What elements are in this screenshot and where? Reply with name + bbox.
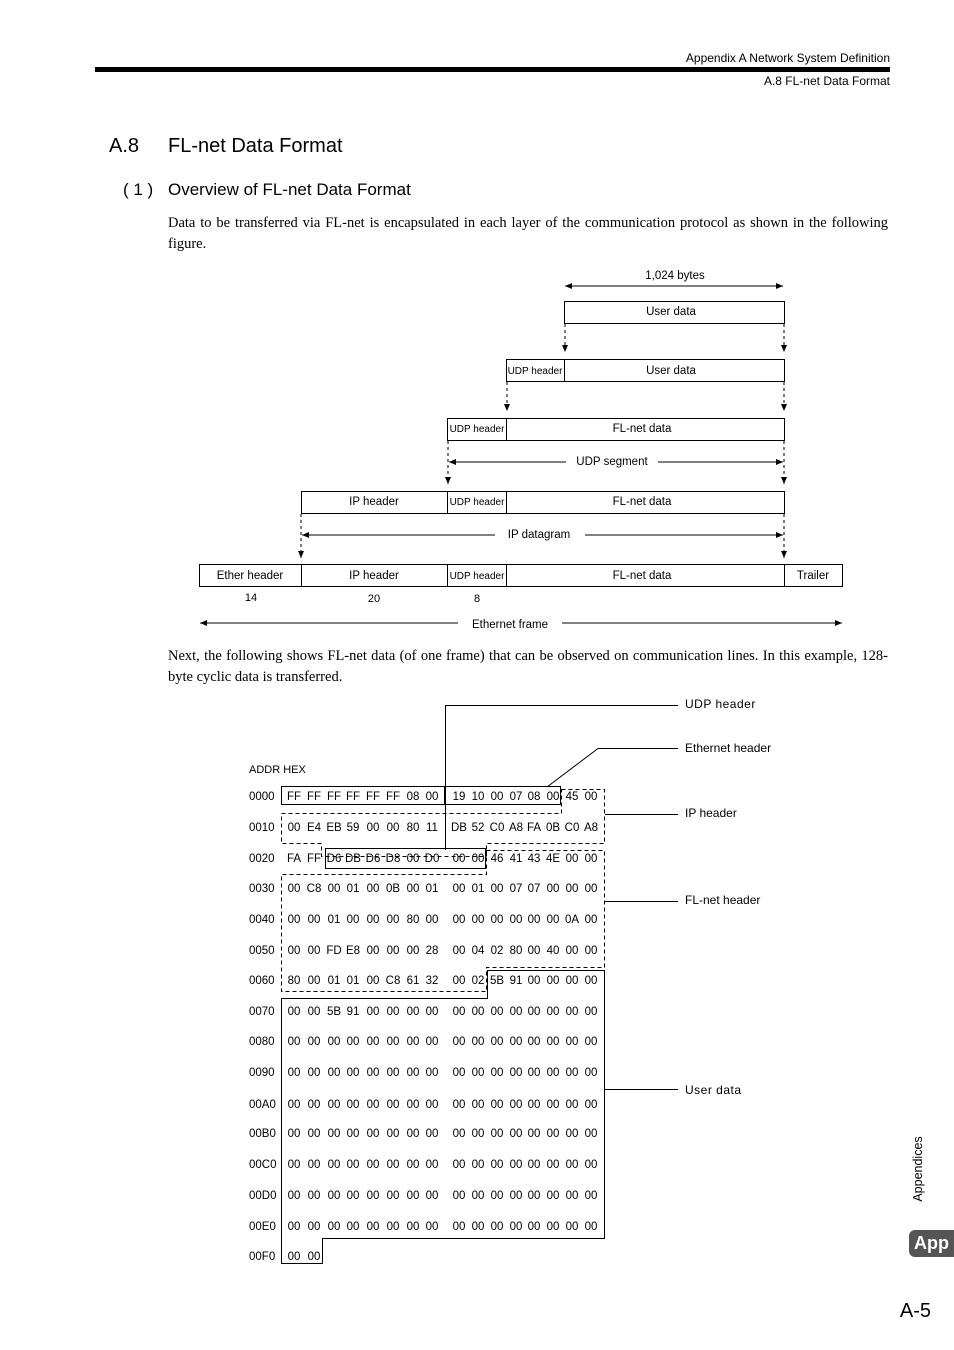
row1-user-data: User data [646,306,696,318]
hex-byte: 43 [527,853,541,865]
hex-byte: 00 [307,1036,321,1048]
hex-byte: 01 [346,883,360,895]
hex-byte: 00 [406,1128,420,1140]
hex-byte: 00 [490,1067,504,1079]
hex-byte: 19 [452,791,466,803]
hex-byte: 00 [287,945,301,957]
size-ether: 14 [244,592,258,604]
hex-byte: 00 [490,1128,504,1140]
hex-byte: 00 [527,1036,541,1048]
hex-byte: 00 [307,914,321,926]
hex-byte: 00 [287,1221,301,1233]
hex-byte: 00 [366,1128,380,1140]
hex-addr: 0080 [249,1036,275,1048]
hex-byte: 00 [366,1006,380,1018]
hex-byte: 00 [490,1099,504,1111]
hex-byte: 00 [307,945,321,957]
size-udp: 8 [473,593,481,605]
hex-byte: 00 [565,1006,579,1018]
ethernet-header-box-left [282,787,445,805]
hex-byte: 0B [545,822,561,834]
hex-byte: 00 [452,1036,466,1048]
hex-byte: 00 [346,1099,360,1111]
hex-byte: 00 [546,1036,560,1048]
label-user-data: User data [685,1083,742,1097]
hex-byte: 00 [287,1006,301,1018]
row5-udp-header: UDP header [449,571,505,582]
hex-byte: 07 [527,883,541,895]
hex-addr: 0090 [249,1067,275,1079]
hex-byte: 00 [584,1221,598,1233]
hex-byte: 00 [471,1006,485,1018]
hex-byte: 80 [406,914,420,926]
hex-byte: FA [526,822,542,834]
hex-byte: 00 [287,1067,301,1079]
hex-byte: 00 [386,1036,400,1048]
hex-byte: 00 [584,883,598,895]
hex-byte: 00 [509,1099,523,1111]
hex-byte: FD [326,945,342,957]
hex-byte: 00 [366,914,380,926]
hex-byte: 28 [425,945,439,957]
label-ethernet-header: Ethernet header [685,741,772,755]
hex-byte: 00 [509,1221,523,1233]
hex-addr: 0020 [249,853,275,865]
hex-byte: 00 [471,853,485,865]
subsection-title-text: Overview of FL-net Data Format [168,180,411,199]
hex-byte: 00 [565,1128,579,1140]
hex-byte: 00 [386,822,400,834]
hex-byte: 00 [425,791,439,803]
hex-byte: 00 [366,883,380,895]
hex-byte: 00 [490,914,504,926]
hex-byte: 00 [425,1159,439,1171]
row2-udp-header: UDP header [507,366,563,377]
hex-title: ADDR HEX [249,764,306,776]
hex-byte: 00 [346,1067,360,1079]
hex-byte: 00 [527,975,541,987]
bytes-label: 1,024 bytes [645,270,705,282]
hex-addr: 0000 [249,791,275,803]
hex-byte: 00 [406,1006,420,1018]
hex-byte: 00 [471,1099,485,1111]
hex-byte: 01 [327,975,341,987]
hex-byte: 00 [386,1006,400,1018]
hex-byte: 00 [490,1159,504,1171]
hex-byte: 00 [509,1006,523,1018]
hex-byte: 00 [452,883,466,895]
label-ip-header: IP header [685,806,737,820]
hex-byte: 00 [366,1190,380,1202]
hex-byte: 00 [366,1099,380,1111]
hex-byte: 46 [490,853,504,865]
hex-byte: 00 [452,1128,466,1140]
hex-byte: 00 [287,1036,301,1048]
hex-byte: 00 [425,1128,439,1140]
hex-addr: 0010 [249,822,275,834]
hex-byte: 00 [366,1036,380,1048]
hex-byte: A8 [508,822,524,834]
hex-byte: 00 [307,1128,321,1140]
hex-byte: FF [306,791,322,803]
hex-byte: 00 [425,1099,439,1111]
hex-byte: 00 [406,1067,420,1079]
hex-addr: 0040 [249,914,275,926]
hex-byte: C8 [306,883,322,895]
hex-byte: 00 [366,822,380,834]
hex-byte: 00 [287,914,301,926]
hex-byte: 00 [386,1067,400,1079]
hex-byte: 00 [452,1099,466,1111]
hex-byte: 00 [452,1221,466,1233]
hex-byte: 00 [452,1006,466,1018]
hex-byte: 00 [366,945,380,957]
hex-byte: 00 [366,1159,380,1171]
hex-byte: 00 [386,1159,400,1171]
hex-byte: 00 [471,1128,485,1140]
hex-byte: 00 [327,1036,341,1048]
hex-byte: 00 [346,1159,360,1171]
running-header-chapter: Appendix A Network System Definition [685,51,890,65]
hex-byte: 00 [346,1190,360,1202]
hex-addr: 00B0 [249,1128,276,1140]
hex-byte: 80 [406,822,420,834]
hex-byte: 00 [584,853,598,865]
hex-byte: 00 [386,1221,400,1233]
row5-flnet-data: FL-net data [612,570,672,582]
hex-addr: 00D0 [249,1190,277,1202]
hex-byte: 00 [584,975,598,987]
row5-ip-header: IP header [349,570,399,582]
hex-byte: 00 [406,1159,420,1171]
hex-byte: 00 [452,914,466,926]
hex-addr: 00F0 [249,1251,276,1263]
hex-byte: 00 [346,1221,360,1233]
hex-byte: 00 [527,1006,541,1018]
hex-byte: 00 [452,1190,466,1202]
hex-byte: 00 [546,1128,560,1140]
hex-byte: 00 [287,1159,301,1171]
hex-byte: 00 [490,1221,504,1233]
hex-byte: 00 [471,1036,485,1048]
hex-byte: 00 [509,1190,523,1202]
hex-byte: 00 [307,1221,321,1233]
hex-byte: A8 [583,822,599,834]
hex-byte: 00 [546,1221,560,1233]
hex-byte: 00 [565,945,579,957]
hex-byte: 07 [509,791,523,803]
row5-ether-header: Ether header [216,570,284,582]
hex-byte: 00 [584,914,598,926]
hex-byte: D6 [326,853,342,865]
hex-byte: 08 [527,791,541,803]
hex-byte: 00 [452,945,466,957]
hex-byte: C8 [385,975,401,987]
hex-byte: 00 [327,883,341,895]
hex-addr: 0030 [249,883,275,895]
hex-byte: 00 [425,1221,439,1233]
page-number: A-5 [899,1300,931,1322]
hex-byte: 00 [452,975,466,987]
hex-byte: 00 [527,1128,541,1140]
hex-byte: FF [345,791,361,803]
hex-byte: 59 [346,822,360,834]
hex-byte: 00 [490,883,504,895]
hex-byte: 00 [386,1099,400,1111]
ethernet-frame-label: Ethernet frame [471,619,549,631]
hex-byte: 00 [546,883,560,895]
hex-byte: 00 [565,853,579,865]
hex-byte: 00 [546,975,560,987]
hex-byte: 00 [527,1067,541,1079]
hex-byte: 00 [509,1128,523,1140]
hex-byte: 00 [584,1190,598,1202]
size-ip: 20 [367,593,381,605]
label-udp-header: UDP header [685,697,756,711]
hex-byte: 00 [327,1221,341,1233]
hex-byte: 00 [406,1190,420,1202]
hex-byte: 00 [406,883,420,895]
hex-byte: 00 [509,1159,523,1171]
hex-byte: C0 [489,822,505,834]
hex-byte: 00 [509,914,523,926]
hex-byte: 00 [546,791,560,803]
hex-addr: 00E0 [249,1221,276,1233]
hex-byte: 08 [406,791,420,803]
hex-byte: 00 [307,1067,321,1079]
hex-dump-figure [0,690,954,1280]
hex-byte: E4 [306,822,322,834]
hex-byte: 00 [471,1221,485,1233]
hex-byte: FF [306,853,322,865]
hex-byte: 00 [366,975,380,987]
hex-byte: FF [286,791,302,803]
hex-byte: 00 [307,1006,321,1018]
hex-byte: 0A [564,914,580,926]
hex-byte: 80 [287,975,301,987]
hex-byte: FF [365,791,381,803]
hex-byte: 00 [471,914,485,926]
hex-byte: 00 [406,1099,420,1111]
hex-byte: 00 [471,1067,485,1079]
hex-byte: FA [286,853,302,865]
hex-byte: 00 [565,1221,579,1233]
hex-byte: 00 [327,1128,341,1140]
hex-byte: 00 [584,1067,598,1079]
hex-byte: 00 [287,1099,301,1111]
hex-byte: 00 [425,1190,439,1202]
hex-byte: 00 [509,1067,523,1079]
label-flnet-header: FL-net header [685,893,761,907]
hex-byte: 00 [307,1251,321,1263]
hex-byte: D8 [385,853,401,865]
hex-byte: 00 [527,1221,541,1233]
hex-byte: 00 [565,1190,579,1202]
hex-byte: 00 [366,1221,380,1233]
row4-udp-header: UDP header [449,497,505,508]
hex-byte: D0 [424,853,440,865]
hex-byte: 00 [452,1067,466,1079]
hex-byte: 00 [386,1190,400,1202]
hex-byte: FF [385,791,401,803]
hex-byte: 40 [546,945,560,957]
hex-addr: 00A0 [249,1099,276,1111]
hex-byte: 00 [565,1159,579,1171]
hex-byte: 41 [509,853,523,865]
hex-addr: 0060 [249,975,275,987]
hex-byte: 5B [489,975,505,987]
hex-byte: FF [326,791,342,803]
hex-byte: 00 [490,791,504,803]
subsection-number: ( 1 ) [123,180,154,199]
hex-byte: 02 [490,945,504,957]
udp-segment-label: UDP segment [576,456,648,468]
row3-udp-header: UDP header [449,424,505,435]
hex-byte: 00 [527,1099,541,1111]
section-title-text: FL-net Data Format [168,135,343,157]
hex-byte: 00 [425,1067,439,1079]
hex-byte: DB [451,822,467,834]
hex-byte: 00 [527,945,541,957]
hex-byte: 00 [471,1190,485,1202]
hex-byte: 45 [565,791,579,803]
encapsulation-diagram [0,0,954,640]
hex-byte: 80 [509,945,523,957]
hex-byte: 91 [346,1006,360,1018]
hex-byte: 00 [509,1036,523,1048]
row2-user-data: User data [646,365,696,377]
running-header-section: A.8 FL-net Data Format [763,74,890,88]
hex-byte: 00 [406,853,420,865]
hex-byte: 00 [546,1006,560,1018]
hex-byte: 01 [327,914,341,926]
hex-byte: 00 [386,1128,400,1140]
hex-byte: 00 [490,1036,504,1048]
hex-byte: 00 [471,1159,485,1171]
hex-byte: 00 [584,1099,598,1111]
hex-byte: 00 [327,1190,341,1202]
hex-byte: 00 [584,791,598,803]
hex-byte: 00 [452,853,466,865]
hex-byte: 00 [584,945,598,957]
hex-byte: 10 [471,791,485,803]
hex-byte: 00 [327,1067,341,1079]
row4-ip-header: IP header [349,496,399,508]
hex-byte: 00 [386,945,400,957]
hex-byte: 00 [386,914,400,926]
hex-byte: 00 [287,1251,301,1263]
hex-byte: 00 [327,1099,341,1111]
hex-byte: 00 [366,1067,380,1079]
hex-byte: E8 [345,945,361,957]
hex-byte: 00 [546,1067,560,1079]
row4-flnet-data: FL-net data [612,496,672,508]
hex-byte: 00 [584,1036,598,1048]
hex-byte: 00 [425,914,439,926]
row3-flnet-data: FL-net data [612,423,672,435]
hex-byte: 00 [287,1128,301,1140]
hex-byte: 61 [406,975,420,987]
hex-byte: 32 [425,975,439,987]
hex-byte: 00 [406,945,420,957]
hex-byte: 5B [326,1006,342,1018]
hex-byte: 00 [565,975,579,987]
hex-byte: 00 [307,1190,321,1202]
hex-byte: 52 [471,822,485,834]
hex-byte: 07 [509,883,523,895]
hex-byte: 01 [346,975,360,987]
hex-byte: 00 [565,1067,579,1079]
hex-byte: 0B [385,883,401,895]
hex-byte: DB [345,853,361,865]
hex-byte: 00 [346,1036,360,1048]
hex-addr: 0070 [249,1006,275,1018]
hex-byte: 02 [471,975,485,987]
hex-byte: 00 [490,1006,504,1018]
hex-byte: 00 [287,1190,301,1202]
hex-byte: 00 [527,914,541,926]
hex-byte: 00 [346,914,360,926]
hex-byte: 00 [565,1099,579,1111]
section-number: A.8 [109,135,140,157]
hex-byte: 00 [490,1190,504,1202]
appendices-side-label: Appendices [911,1136,925,1202]
app-tab[interactable]: App [909,1230,954,1257]
hex-byte: 00 [307,1159,321,1171]
hex-byte: 00 [546,1159,560,1171]
hex-byte: 00 [425,1006,439,1018]
hex-byte: 91 [509,975,523,987]
ethernet-header-leader [547,749,678,788]
hex-byte: 00 [287,822,301,834]
hex-addr: 00C0 [249,1159,277,1171]
hex-byte: 00 [406,1221,420,1233]
hex-byte: 00 [527,1159,541,1171]
hex-byte: 00 [346,1128,360,1140]
hex-byte: 4E [545,853,561,865]
hex-byte: 00 [584,1006,598,1018]
hex-byte: 00 [565,1036,579,1048]
hex-byte: 00 [307,975,321,987]
ip-datagram-label: IP datagram [507,529,571,541]
hex-byte: EB [326,822,342,834]
hex-byte: 04 [471,945,485,957]
hex-byte: 00 [452,1159,466,1171]
hex-byte: 00 [584,1128,598,1140]
hex-byte: C0 [564,822,580,834]
intro-paragraph: Data to be transferred via FL-net is encapsulated in each layer of the communication protocol as shown in the following figure. [168,215,888,252]
hex-byte: 00 [546,1190,560,1202]
hex-byte: 00 [307,1099,321,1111]
hex-byte: 01 [471,883,485,895]
hex-byte: 00 [406,1036,420,1048]
frame-paragraph: Next, the following shows FL-net data (of one frame) that can be observed on communication lines. In this example, 128-byte cyclic data is transferred. [168,648,888,685]
hex-byte: 11 [426,822,438,834]
hex-byte: 00 [287,883,301,895]
row5-trailer: Trailer [796,570,830,582]
hex-byte: 00 [425,1036,439,1048]
hex-byte: 00 [527,1190,541,1202]
hex-byte: 00 [584,1159,598,1171]
hex-byte: 00 [546,914,560,926]
hex-byte: 00 [327,1159,341,1171]
hex-byte: D6 [365,853,381,865]
hex-byte: 00 [546,1099,560,1111]
hex-byte: 01 [425,883,439,895]
hex-byte: 00 [565,883,579,895]
hex-addr: 0050 [249,945,275,957]
